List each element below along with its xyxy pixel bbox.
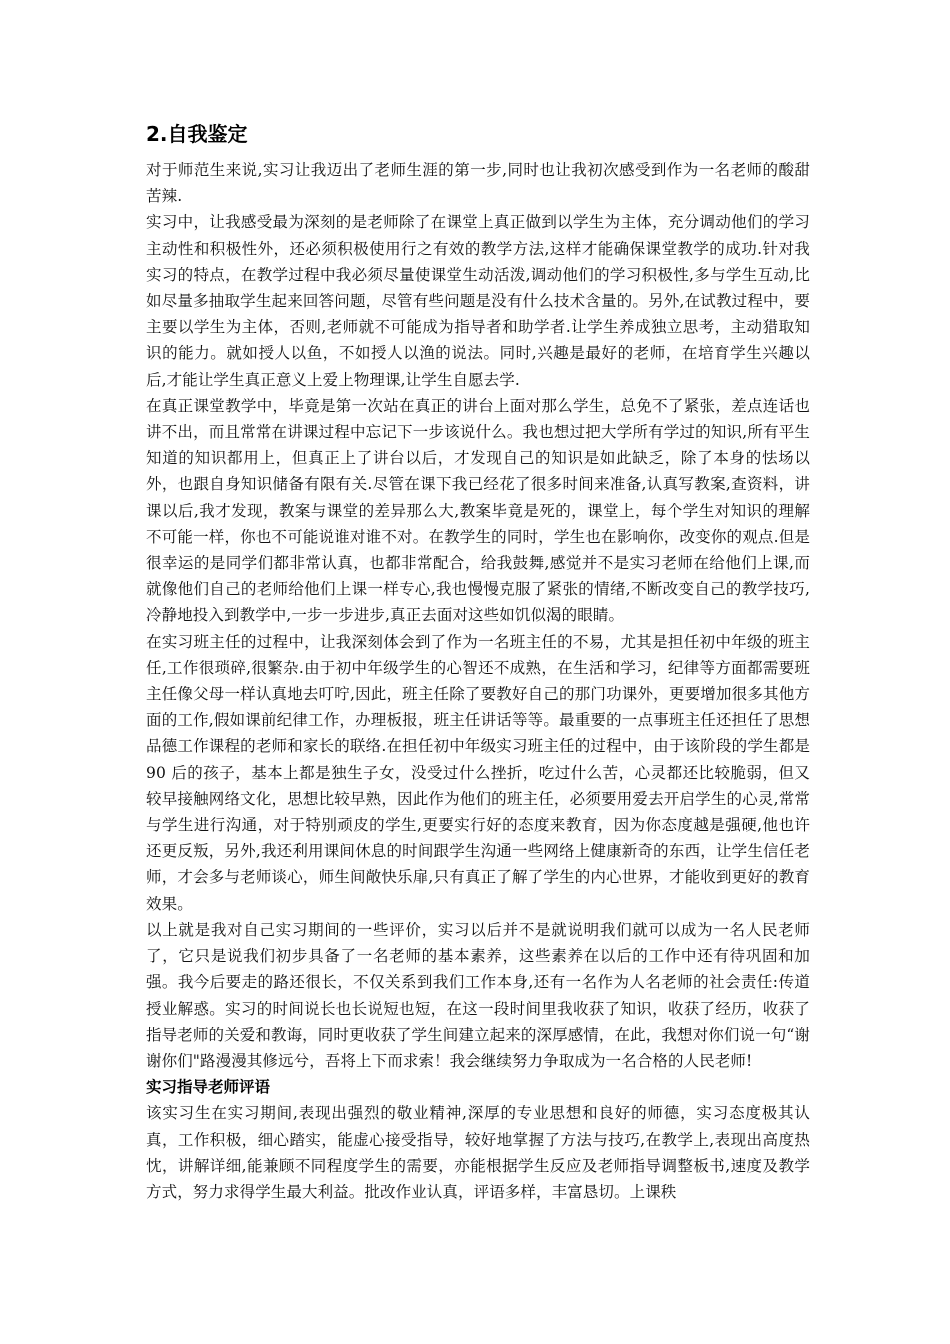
advisor-comment-heading: 实习指导老师评语 — [146, 1078, 271, 1097]
paragraph-classroom: 在真正课堂教学中，毕竟是第一次站在真正的讲台上面对那么学生，总免不了紧张，差点连话也讲不出，而且常常在讲课过程中忘记下一步该说什么。我也想过把大学所有学过的知识,所有平生知道的知识都用上，但真正上了讲台以后，才发现自己的知识是如此缺乏，除了本身的怯场以外，也跟自身知识储备有限有关.尽管在课下我已经花了很多时间来准备,认真写教案,查资料，讲课以后,我才发现，教案与课堂的差异那么大,教案毕竟是死的，课堂上，每个学生对知识的理解不可能一样，你也不可能说谁对谁不对。在教学生的同时，学生也在影响你，改变你的观点.但是很幸运的是同学们都非常认真，也都非常配合，给我鼓舞,感觉并不是实习老师在给他们上课,而就像他们自己的老师给他们上课一样专心,我也慢慢克服了紧张的情绪,不断改变自己的教学技巧,冷静地投入到教学中,一步一步进步,真正去面对这些如饥似渴的眼睛。 — [146, 396, 810, 625]
paragraph-teaching-method: 实习中，让我感受最为深刻的是老师除了在课堂上真正做到以学生为主体，充分调动他们的学习主动性和积极性外，还必须积极使用行之有效的教学方法,这样才能确保课堂教学的成功.针对我实习的特点，在教学过程中我必须尽量使课堂生动活泼,调动他们的学习积极性,多与学生互动,比如尽量多抽取学生起来回答问题，尽管有些问题是没有什么技术含量的。另外,在试教过程中，要主要以学生为主体，否则,老师就不可能成为指导者和助学者.让学生养成独立思考，主动猎取知识的能力。就如授人以鱼，不如授人以渔的说法。同时,兴趣是最好的老师，在培育学生兴趣以后,才能让学生真正意义上爱上物理课,让学生自愿去学. — [146, 213, 810, 389]
advisor-comment-text: 该实习生在实习期间,表现出强烈的敬业精神,深厚的专业思想和良好的师德，实习态度极其认真，工作积极，细心踏实，能虚心接受指导，较好地掌握了方法与技巧,在教学上,表现出高度热忱，讲解详细,能兼顾不同程度学生的需要，亦能根据学生反应及老师指导调整板书,速度及教学方式，努力求得学生最大利益。批改作业认真，评语多样，丰富恳切。上课秩 — [146, 1104, 810, 1201]
paragraph-summary: 以上就是我对自己实习期间的一些评价，实习以后并不是就说明我们就可以成为一名人民老师了，它只是说我们初步具备了一名老师的基本素养，这些素养在以后的工作中还有待巩固和加强。我今后要走的路还很长，不仅关系到我们工作本身,还有一名作为人名老师的社会责任:传道授业解惑。实习的时间说长也长说短也短，在这一段时间里我收获了知识，收获了经历，收获了指导老师的关爱和教诲，同时更收获了学生间建立起来的深厚感情，在此，我想对你们说一句“谢谢你们"路漫漫其修远兮，吾将上下而求索！我会继续努力争取成为一名合格的人民老师! — [146, 920, 810, 1070]
section-heading: 2.自我鉴定 — [146, 122, 248, 146]
paragraph-intro: 对于师范生来说,实习让我迈出了老师生涯的第一步,同时也让我初次感受到作为一名老师的酸甜苦辣. — [146, 161, 810, 206]
document-body — [146, 121, 810, 1205]
paragraph-head-teacher: 在实习班主任的过程中，让我深刻体会到了作为一名班主任的不易，尤其是担任初中年级的班主任,工作很琐碎,很繁杂.由于初中年级学生的心智还不成熟，在生活和学习，纪律等方面都需要班主任像父母一样认真地去叮咛,因此，班主任除了要教好自己的那门功课外，更要增加很多其他方面的工作,假如课前纪律工作，办理板报，班主任讲话等等。最重要的一点事班主任还担任了思想品德工作课程的老师和家长的联络.在担任初中年级实习班主任的过程中，由于该阶段的学生都是 90 后的孩子，基本上都是独生子女，没受过什么挫折，吃过什么苦，心灵都还比较脆弱，但又较早接触网络文化，思想比较早熟，因此作为他们的班主任，必须要用爱去开启学生的心灵,常常与学生进行沟通，对于特别顽皮的学生,更要实行好的态度来教育，因为你态度越是强硬,他也许还更反叛，另外,我还利用课间休息的时间跟学生沟通一些网络上健康新奇的东西，让学生信任老师，才会多与老师谈心，师生间敞快乐扉,只有真正了解了学生的内心世界，才能收到更好的教育效果。 — [146, 632, 810, 913]
